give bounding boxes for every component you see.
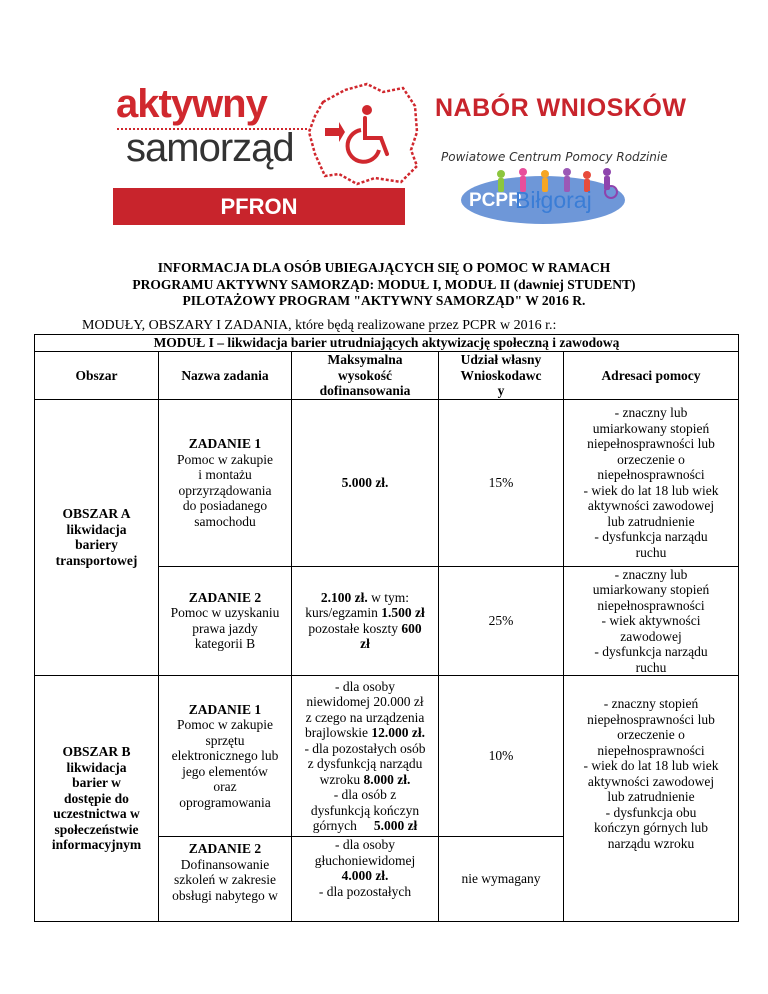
amount-value: 2.100 zł. [320,589,368,605]
task-title: ZADANIE 1 [188,436,262,451]
pcpr-city: Biłgoraj [515,187,592,213]
amount-line [294,772,436,788]
amount-line: z czego na urządzenia [305,709,425,725]
table-row [35,676,739,837]
recipient-line: ruchu [635,544,667,560]
header-udzial-line: Udział własny [460,352,542,367]
recipient-line: ruchu [635,659,667,675]
task-title: ZADANIE 1 [188,701,262,717]
recipient-line: - dysfunkcja obu [605,804,697,820]
nabor-title: NABÓR WNIOSKÓW [435,94,687,122]
recipient-line: - wiek aktywności [601,613,701,628]
task-line: prawa jazdy [192,620,258,636]
recipient-line: - znaczny lub [614,566,688,582]
obszar-b-line: informacyjnym [51,837,142,853]
header-udzial-line: Wnioskodawc [460,367,542,383]
amount-text: wzroku [319,771,364,787]
task-line: obsługi nabytego w [172,887,278,903]
amount-value: 5.000 zł [373,818,418,833]
intro-line: MODUŁY, OBSZARY I ZADANIA, które będą realizowane przez PCPR w 2016 r.: [82,318,557,333]
pcpr-abbr: PCPR [469,190,522,211]
amount-value: 12.000 zł. [371,725,425,740]
task-name-cell [159,399,292,566]
recipient-line: orzeczenie o [617,451,685,467]
task-line: Pomoc w zakupie [177,451,273,467]
header-udzial-wlasny [439,352,564,400]
amount-line: niewidomej 20.000 zł [306,694,424,709]
amount-text: pozostałe koszty [308,620,402,636]
task-name-cell [159,566,292,676]
obszar-b-title: OBSZAR B [62,744,131,760]
recipient-line: - znaczny lub [614,405,688,420]
obszar-b-line: uczestnictwa w [53,806,140,822]
amount-line: - dla pozostałych osób [304,740,426,756]
amount-line: - dla osób z [333,787,397,802]
poland-map-wheelchair-icon [305,80,425,186]
amount-text: kurs/egzamin [305,605,382,621]
task-title: ZADANIE 2 [188,589,262,605]
task-line: Pomoc w uzyskaniu [170,605,280,621]
header-max-line: dofinansowania [319,383,411,398]
recipient-line: zawodowej [620,628,682,644]
recipient-line: - dysfunkcja narządu [594,529,708,544]
logo-aktywny-text: aktywny [116,82,267,126]
amount-text: brajlowskie [305,725,372,740]
task-line: elektronicznego lub [171,748,279,764]
recipients-cell [564,676,739,922]
obszar-a-title: OBSZAR A [62,506,131,522]
task-line: Dofinansowanie [180,856,270,872]
heading-line-3: PILOTAŻOWY PROGRAM "AKTYWNY SAMORZĄD" W 2016 R. [182,293,586,308]
document-heading [40,260,728,310]
own-contribution-cell: 15% [439,399,564,566]
recipient-line: - znaczny stopień [603,696,699,711]
table-row [35,399,739,566]
recipient-line: niepełnosprawności [597,742,705,758]
amount-value: 600 [401,620,422,636]
column-header-row [35,352,739,400]
obszar-b-line: barier w [72,775,121,791]
obszar-a-line: bariery [75,537,118,553]
header-nazwa-zadania: Nazwa zadania [159,352,292,400]
module-table [34,334,739,922]
amount-line [294,605,436,621]
own-contribution-cell: nie wymagany [439,837,564,922]
task-line: kategorii B [194,636,256,652]
header-max-dofinansowanie [292,352,439,400]
recipient-line: - wiek do lat 18 lub wiek [583,758,719,773]
header-obszar: Obszar [35,352,159,400]
logo-samorzad-text: samorząd [126,126,294,170]
recipient-line: aktywności zawodowej [587,773,715,789]
recipient-line: - wiek do lat 18 lub wiek [583,482,719,498]
max-amount-cell: 5.000 zł. [292,399,439,566]
recipient-line: aktywności zawodowej [587,498,715,513]
amount-line: dysfunkcją kończyn [310,802,420,818]
amount-value: 8.000 zł. [363,771,411,787]
amount-line [294,621,436,637]
module-title: MODUŁ I – likwidacja barier utrudniających aktywizację społeczną i zawodową [35,335,739,352]
obszar-b-line: dostępie do [64,790,129,806]
amount-line: - dla pozostałych [318,883,412,899]
obszar-b-line: likwidacja [66,759,127,775]
heading-line-2: PROGRAMU AKTYWNY SAMORZĄD: MODUŁ I, MODUŁ II (dawniej STUDENT) [132,276,636,292]
pcpr-full-name: Powiatowe Centrum Pomocy Rodzinie [441,150,668,164]
amount-line: - dla osoby [335,678,395,694]
module-title-row [35,335,739,352]
recipient-line: umiarkowany stopień [592,582,710,597]
amount-line [294,590,436,606]
amount-text: w tym: [367,589,410,605]
task-line: do posiadanego [182,498,268,513]
amount-line: - dla osoby [335,837,395,852]
task-line: oraz [213,779,237,795]
amount-line [294,818,436,834]
amount-text: górnych [312,818,374,833]
recipient-line: lub zatrudnienie [607,789,695,804]
task-name-cell [159,837,292,922]
obszar-b-cell [35,676,159,922]
max-amount-cell [292,566,439,676]
recipient-line: umiarkowany stopień [592,420,710,436]
max-amount-cell [292,837,439,922]
amount-value: zł [360,636,370,652]
task-line: i montażu [198,467,252,482]
task-line: Pomoc w zakupie [177,717,273,733]
obszar-a-line: likwidacja [66,521,127,537]
recipient-line: orzeczenie o [617,727,685,742]
task-line: oprzyrządowania [178,482,272,498]
amount-line: głuchoniewidomej [314,852,416,868]
recipients-cell [564,566,739,676]
obszar-b-line: społeczeństwie [54,821,139,837]
max-amount-cell [292,676,439,837]
obszar-a-line: transportowej [55,552,138,568]
amount-line: z dysfunkcją narządu [307,756,423,771]
header-max-line: wysokość [337,367,392,383]
task-line: sprzętu [205,732,245,748]
task-name-cell [159,676,292,837]
recipient-line: - dysfunkcja narządu [594,644,708,659]
task-line: samochodu [194,513,256,529]
amount-value: 1.500 zł [381,605,425,621]
recipient-line: niepełnosprawności [597,467,705,482]
heading-line-1: INFORMACJA DLA OSÓB UBIEGAJĄCYCH SIĘ O POMOC W RAMACH [157,260,611,275]
amount-line [294,725,436,741]
recipients-cell [564,399,739,566]
pfron-bar [113,188,405,225]
recipient-line: niepełnosprawności lub [587,436,715,451]
own-contribution-cell: 10% [439,676,564,837]
task-line: szkoleń w zakresie [174,872,276,887]
recipient-line: niepełnosprawności lub [587,711,715,727]
task-line: oprogramowania [179,794,271,810]
header-adresaci: Adresaci pomocy [564,352,739,400]
recipient-line: niepełnosprawności [597,597,705,613]
recipient-line: lub zatrudnienie [607,513,695,529]
pfron-label: PFRON [220,194,298,219]
program-banner [113,80,687,225]
header-max-line: Maksymalna [327,352,403,367]
task-line: jego elementów [182,763,268,779]
recipient-line: narządu wzroku [607,835,695,851]
own-contribution-cell: 25% [439,566,564,676]
amount-value: 4.000 zł. [341,868,389,883]
header-udzial-line: y [497,383,505,398]
task-title: ZADANIE 2 [188,841,262,856]
obszar-a-cell [35,399,159,676]
recipient-line: kończyn górnych lub [594,820,708,835]
